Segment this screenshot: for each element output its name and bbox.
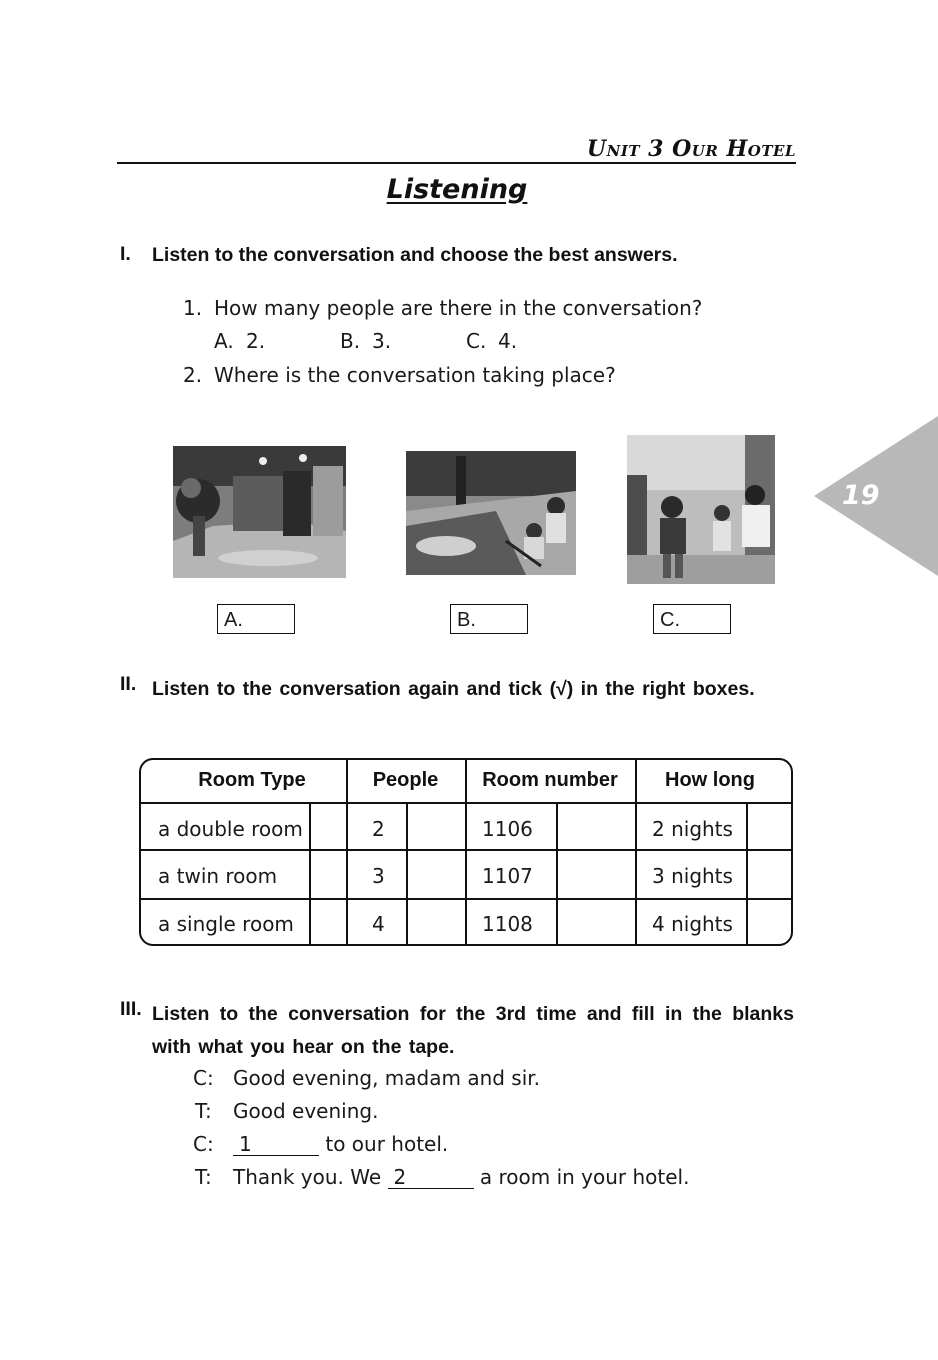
question-number: 2. (183, 363, 203, 387)
dialogue-text: to our hotel. (325, 1132, 449, 1156)
dialogue-text: Good evening, madam and sir. (233, 1066, 541, 1090)
tick-box-people[interactable] (408, 804, 464, 848)
table-cell: 1106 (482, 817, 533, 841)
unit-title: Unit 3 Our Hotel (586, 136, 796, 162)
table-header: How long (665, 769, 755, 791)
part2-instruction-text: Listen to the conversation again and tick (√) in the right boxes. (152, 678, 755, 700)
question-number: 1. (183, 296, 203, 320)
option-letter: A. (214, 329, 234, 353)
table-cell: 3 nights (652, 864, 733, 888)
table-cell: 2 nights (652, 817, 733, 841)
part3-instruction (120, 998, 800, 1068)
dialogue-text: Good evening. (233, 1099, 379, 1123)
option-letter: C. (466, 329, 487, 353)
option-letter: B. (340, 329, 361, 353)
dialogue-speaker: T: (195, 1165, 212, 1189)
option-text: 2. (246, 329, 266, 353)
part2-instruction (120, 673, 800, 743)
dialogue-text: a room in your hotel. (479, 1165, 690, 1189)
answer-blank-2[interactable]: 2 (388, 1166, 474, 1189)
part3-instruction-text: Listen to the conversation for the 3rd time and fill in the blanks with what you hear on the tape. (152, 1003, 794, 1058)
table-cell: 4 nights (652, 912, 733, 936)
section-heading: Listening (386, 174, 528, 205)
dialogue-line (233, 1165, 689, 1189)
dialogue-text: Thank you. We (233, 1165, 382, 1189)
answer-blank-1[interactable]: 1 (233, 1133, 319, 1156)
table-cell: 4 (372, 912, 385, 936)
page-number: 19 (842, 480, 880, 511)
picture-label-a[interactable]: A. (217, 604, 295, 634)
table-cell: a twin room (158, 864, 278, 888)
option-text: 3. (372, 329, 392, 353)
photo-children-at-pond (406, 451, 576, 575)
table-cell: 2 (372, 817, 385, 841)
tick-box-how-long[interactable] (748, 804, 790, 848)
part1-roman: I. (120, 243, 131, 265)
question-text: Where is the conversation taking place? (214, 363, 616, 387)
table-header: People (372, 769, 439, 791)
tick-box-room-type[interactable] (311, 804, 345, 848)
dialogue-speaker: C: (193, 1132, 214, 1156)
picture-label-b[interactable]: B. (450, 604, 528, 634)
photo-children-walking (627, 435, 775, 584)
photo-hotel-lobby (173, 446, 346, 578)
picture-label-c[interactable]: C. (653, 604, 731, 634)
room-table (139, 758, 793, 946)
tick-box-room-number[interactable] (558, 804, 634, 848)
part3-roman: III. (120, 998, 142, 1020)
header-rule (117, 162, 796, 164)
part1-instruction (120, 243, 800, 277)
table-cell: 3 (372, 864, 385, 888)
option-text: 4. (498, 329, 518, 353)
part2-roman: II. (120, 673, 137, 695)
dialogue-speaker: T: (195, 1099, 212, 1123)
part1-instruction-text: Listen to the conversation and choose the best answers. (152, 244, 678, 266)
question-text: How many people are there in the conversation? (214, 296, 703, 320)
table-cell: 1108 (482, 912, 533, 936)
table-header: Room number (482, 769, 618, 791)
table-cell: a double room (158, 817, 303, 841)
table-cell: 1107 (482, 864, 533, 888)
dialogue-speaker: C: (193, 1066, 214, 1090)
table-header: Room Type (198, 769, 306, 791)
table-cell: a single room (158, 912, 294, 936)
dialogue-line (233, 1132, 448, 1156)
